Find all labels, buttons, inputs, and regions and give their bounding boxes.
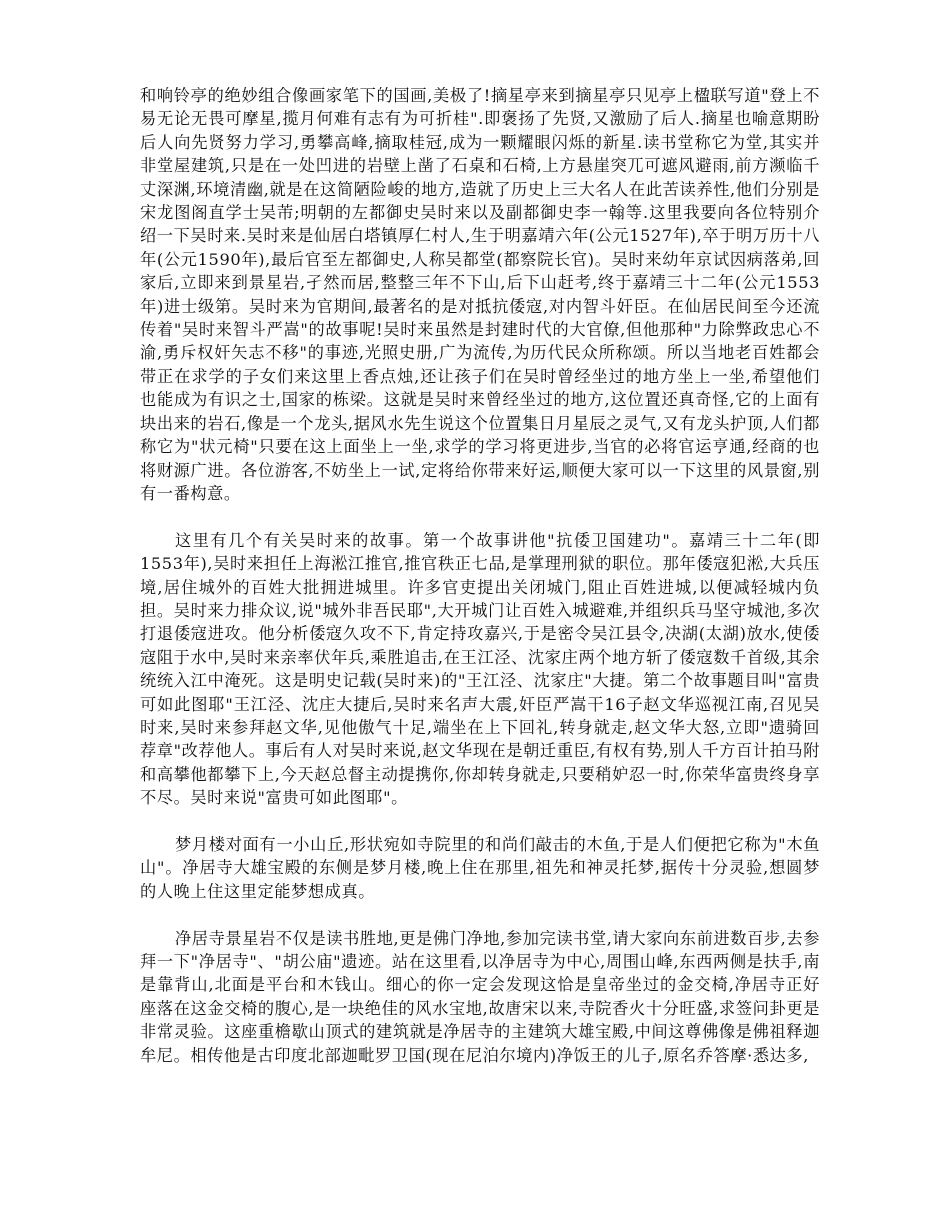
document-page <box>140 84 820 1090</box>
paragraph-1: 和响铃亭的绝妙组合像画家笔下的国画,美极了!摘星亭来到摘星亭只见亭上楹联写道"登上不易无论无畏可摩星,揽月何难有志有为可折桂".即褒扬了先贤,又激励了后人.摘星也喻意期盼后人向先贤努力学习,勇攀高峰,摘取桂冠,成为一颗耀眼闪烁的新星.读书堂称它为堂,其实并非堂屋建筑,只是在一处凹进的岩壁上凿了石桌和石椅,上方悬崖突兀可遮风避雨,前方濒临千丈深渊,环境清幽,就是在这简陋险峻的地方,造就了历史上三大名人在此苦读养性,他们分别是宋龙图阁直学士吴芾;明朝的左都御史吴时来以及副都御史李一翰等.这里我要向各位特别介绍一下吴时来.吴时来是仙居白塔镇厚仁村人,生于明嘉靖六年(公元1527年),卒于明万历十八年(公元1590年),最后官至左都御史,人称吴都堂(都察院长官)。吴时来幼年京试因病落弟,回家后,立即来到景星岩,孑然而居,整整三年不下山,后下山赶考,终于嘉靖三十二年(公元1553年)进士级第。吴时来为官期间,最著名的是对抵抗倭寇,对内智斗奸臣。在仙居民间至今还流传着"吴时来智斗严嵩"的故事呢!吴时来虽然是封建时代的大官僚,但他那种"力除弊政忠心不渝,勇斥权奸矢志不移"的事迹,光照史册,广为流传,为历代民众所称颂。所以当地老百姓都会带正在求学的子女们来这里上香点烛,还让孩子们在吴时曾经坐过的地方坐上一坐,希望他们也能成为有识之士,国家的栋梁。这就是吴时来曾经坐过的地方,这位置还真奇怪,它的上面有块出来的岩石,像是一个龙头,据风水先生说这个位置集日月星辰之灵气,又有龙头护顶,人们都称它为"状元椅"只要在这上面坐上一坐,求学的学习将更进步,当官的必将官运亨通,经商的也将财源广进。各位游客,不妨坐上一试,定将给你带来好运,顺便大家可以一下这里的风景窗,别有一番构意。 <box>140 86 820 503</box>
paragraph-3: 梦月楼对面有一小山丘,形状宛如寺院里的和尚们敲击的木鱼,于是人们便把它称为"木鱼山"。净居寺大雄宝殿的东侧是梦月楼,晚上住在那里,祖先和神灵托梦,据传十分灵验,想圆梦的人晚上住这里定能梦想成真。 <box>140 834 820 901</box>
paragraph-4: 净居寺景星岩不仅是读书胜地,更是佛门净地,参加完读书堂,请大家向东前进数百步,去参拜一下"净居寺"、"胡公庙"遗迹。站在这里看,以净居寺为中心,周围山峰,东西两侧是扶手,南是靠背山,北面是平台和木钱山。细心的你一定会发现这恰是皇帝坐过的金交椅,净居寺正好座落在这金交椅的腹心,是一块绝佳的风水宝地,故唐宋以来,寺院香火十分旺盛,求签问卦更是非常灵验。这座重檐歇山顶式的建筑就是净居寺的主建筑大雄宝殿,中间这尊佛像是佛祖释迦牟尼。相传他是古印度北部迦毗罗卫国(现在尼泊尔境内)净饭王的儿子,原名乔答摩·悉达多, <box>140 928 820 1065</box>
paragraph-2: 这里有几个有关吴时来的故事。第一个故事讲他"抗倭卫国建功"。嘉靖三十二年(即1553年),吴时来担任上海淞江推官,推官秩正七品,是掌理刑狱的职位。那年倭寇犯淞,大兵压境,居住城外的百姓大批拥进城里。许多官吏提出关闭城门,阻止百姓进城,以便减轻城内负担。吴时来力排众议,说"城外非吾民耶",大开城门让百姓入城避难,并组织兵马坚守城池,多次打退倭寇进攻。他分析倭寇久攻不下,肯定持攻嘉兴,于是密令吴江县令,决湖(太湖)放水,使倭寇阻于水中,吴时来亲率伏年兵,乘胜追击,在王江泾、沈家庄两个地方斩了倭寇数千首级,其余统统入江中淹死。这是明史记载(吴时来)的"王江泾、沈家庄"大捷。第二个故事题目叫"富贵可如此图耶"王江泾、沈庄大捷后,吴时来名声大震,奸臣严嵩干16子赵文华巡视江南,召见吴时来,吴时来参拜赵文华,见他傲气十足,端坐在上下回礼,转身就走,赵文华大怒,立即"遗骑回荐章"改荐他人。事后有人对吴时来说,赵文华现在是朝迁重臣,有权有势,别人千方百计拍马附和高攀他都攀下上,今天赵总督主动提携你,你却转身就走,只要稍妒忍一时,你荣华富贵终身享不尽。吴时来说"富贵可如此图耶"。 <box>140 530 820 808</box>
